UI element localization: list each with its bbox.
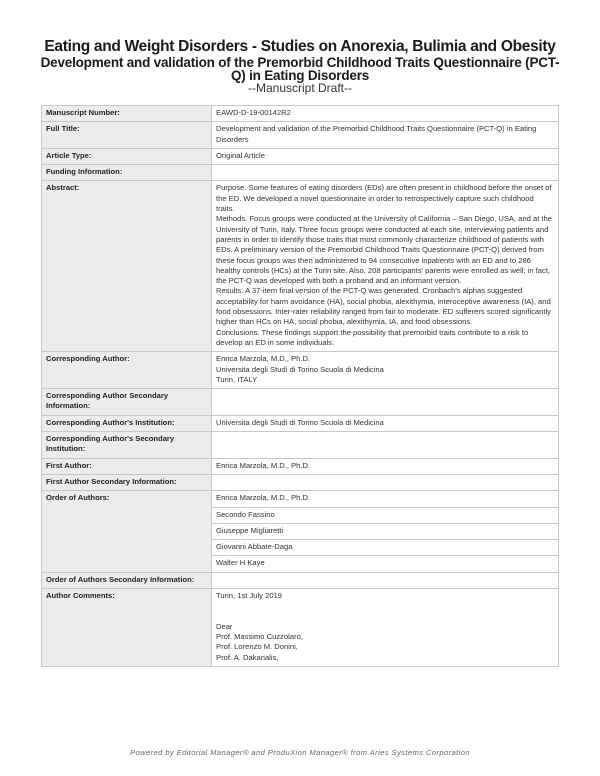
row-full-title xyxy=(42,122,559,149)
value-manuscript-number: EAWD-D-19-00142R2 xyxy=(212,106,559,122)
row-article-type xyxy=(42,148,559,164)
label-abstract: Abstract: xyxy=(42,181,212,352)
row-order-of-authors-secondary-information xyxy=(42,572,559,588)
author-entry: Secondo Fassino xyxy=(212,507,559,523)
abstract-results: Results. A 37-item final version of the PCT-Q was generated. Cronbach's alphas suggested acceptability for harm avoidance (HA), social phobia, alexithymia, interoceptive awareness (IA), and food obsessions. Inter-rater reliability ranged from fair to moderate. ED sufferers scored significantly higher than HCs on HA, social phobia, alexithymia, IA, and food obsessions. xyxy=(216,286,551,327)
author-entry: Giovanni Abbate-Daga xyxy=(212,540,559,556)
label-corresponding-author: Corresponding Author: xyxy=(42,352,212,389)
author-entry: Enrica Marzola, M.D., Ph.D. xyxy=(212,491,559,507)
value-corresponding-author: Enrica Marzola, M.D., Ph.D. Universita degli Studi di Torino Scuola di Medicina Turin, ITALY xyxy=(212,352,559,389)
label-corresponding-author-secondary-information: Corresponding Author Secondary Information: xyxy=(42,389,212,416)
label-first-author: First Author: xyxy=(42,458,212,474)
label-first-author-secondary-information: First Author Secondary Information: xyxy=(42,474,212,490)
label-full-title: Full Title: xyxy=(42,122,212,149)
article-title: Development and validation of the Premorbid Childhood Traits Questionnaire (PCT-Q) in Eating Disorders xyxy=(40,55,560,83)
row-funding-information xyxy=(42,165,559,181)
draft-label: --Manuscript Draft-- xyxy=(247,81,352,95)
row-corresponding-author xyxy=(42,352,559,389)
row-corresponding-authors-institution xyxy=(42,415,559,431)
value-corresponding-authors-institution: Universita degli Studi di Torino Scuola di Medicina xyxy=(212,415,559,431)
value-funding-information xyxy=(212,165,559,181)
abstract-purpose: Purpose. Some features of eating disorders (EDs) are often present in childhood before the onset of the ED. We developed a novel questionnaire in order to retrospectively capture such childhood traits. xyxy=(216,183,552,214)
author-entry: Walter H Kaye xyxy=(212,556,559,572)
abstract-methods: Methods. Focus groups were conducted at the University of California – San Diego, USA, and at the University of Turin, Italy. Three focus groups were conducted at each site, interviewing patients and parents in order to identify those traits that most commonly characterize childhood of patients with EDs. A preliminary version of the Premorbid Childhood Traits Questionnaire (PCT-Q) derived from these focus groups was then administered to 94 consecutive inpatients with an ED and to 286 healthy controls (HCs) at the Turin site. Also, 208 participants' parents were enrolled as well; in fact, the PCT-Q was developed with both a proband and an informant version. xyxy=(216,214,552,286)
abstract-conclusions: Conclusions. These findings support the possibility that premorbid traits contribute to a risk to develop an ED in some individuals. xyxy=(216,327,529,347)
label-order-of-authors: Order of Authors: xyxy=(42,491,212,572)
label-funding-information: Funding Information: xyxy=(42,165,212,181)
label-corresponding-authors-institution: Corresponding Author's Institution: xyxy=(42,415,212,431)
label-corresponding-authors-secondary-institution: Corresponding Author's Secondary Institution: xyxy=(42,432,212,459)
row-manuscript-number xyxy=(42,106,559,122)
manuscript-metadata-table xyxy=(41,105,559,667)
value-order-of-authors-secondary-information xyxy=(212,572,559,588)
value-corresponding-author-secondary-information xyxy=(212,389,559,416)
label-article-type: Article Type: xyxy=(42,148,212,164)
label-manuscript-number: Manuscript Number: xyxy=(42,106,212,122)
row-order-of-authors xyxy=(42,491,559,507)
powered-by-footer: Powered by Editorial Manager® and ProduXion Manager® from Aries Systems Corporation xyxy=(130,748,470,757)
label-order-of-authors-secondary-information: Order of Authors Secondary Information: xyxy=(42,572,212,588)
label-author-comments: Author Comments: xyxy=(42,588,212,666)
journal-title: Eating and Weight Disorders - Studies on Anorexia, Bulimia and Obesity xyxy=(44,38,556,55)
document-header xyxy=(0,0,600,95)
value-abstract xyxy=(212,181,559,352)
row-author-comments xyxy=(42,588,559,666)
author-entry: Giuseppe Migliaretti xyxy=(212,523,559,539)
value-first-author: Enrica Marzola, M.D., Ph.D. xyxy=(212,458,559,474)
value-first-author-secondary-information xyxy=(212,474,559,490)
value-article-type: Original Article xyxy=(212,148,559,164)
row-corresponding-author-secondary-information xyxy=(42,389,559,416)
row-first-author-secondary-information xyxy=(42,474,559,490)
row-abstract xyxy=(42,181,559,352)
row-corresponding-authors-secondary-institution xyxy=(42,432,559,459)
value-author-comments: Turin, 1st July 2019 Dear Prof. Massimo Cuzzolaro, Prof. Lorenzo M. Donini, Prof. A. Dakanalis, xyxy=(212,588,559,666)
value-full-title: Development and validation of the Premorbid Childhood Traits Questionnaire (PCT-Q) in Eating Disorders xyxy=(212,122,559,149)
row-first-author xyxy=(42,458,559,474)
value-corresponding-authors-secondary-institution xyxy=(212,432,559,459)
